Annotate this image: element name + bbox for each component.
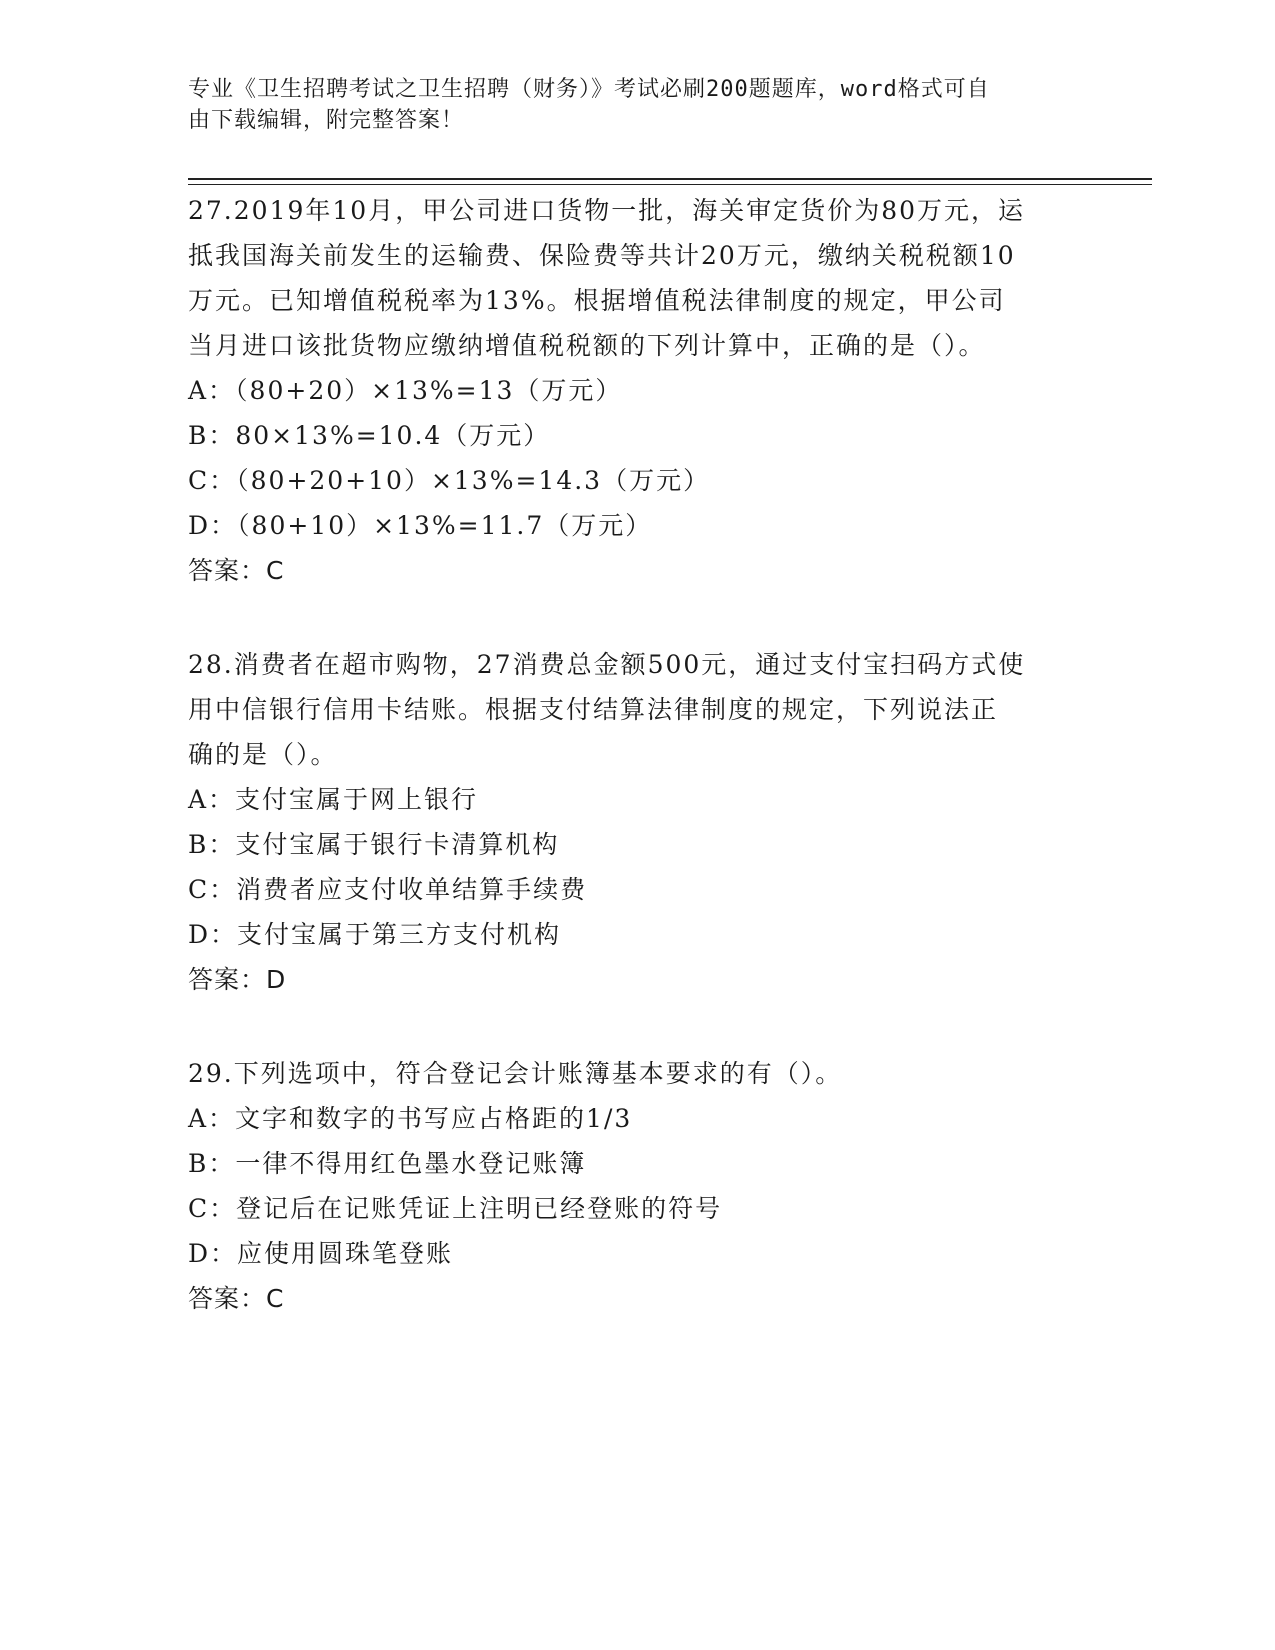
question-stem-line: 28.消费者在超市购物，27消费总金额500元，通过支付宝扫码方式使 — [188, 650, 1026, 679]
question-stem-line: 当月进口该批货物应缴纳增值税税额的下列计算中，正确的是（）。 — [188, 331, 986, 360]
option-a: A：支付宝属于网上银行 — [188, 785, 479, 814]
option-b: B：支付宝属于银行卡清算机构 — [188, 830, 560, 859]
question-29 — [188, 1051, 1088, 1322]
answer-line: 答案：C — [188, 556, 285, 585]
option-b: B：80×13%=10.4（万元） — [188, 421, 551, 450]
option-c: C：登记后在记账凭证上注明已经登账的符号 — [188, 1194, 723, 1223]
header-rule-thick — [188, 178, 1152, 180]
document-header — [188, 74, 1068, 136]
option-a: A：（80+20）×13%=13（万元） — [188, 376, 623, 405]
option-d: D：（80+10）×13%=11.7（万元） — [188, 511, 653, 540]
question-28 — [188, 642, 1088, 1003]
option-d: D：应使用圆珠笔登账 — [188, 1239, 454, 1268]
question-27 — [188, 188, 1088, 594]
option-d: D：支付宝属于第三方支付机构 — [188, 920, 562, 949]
option-b: B：一律不得用红色墨水登记账簿 — [188, 1149, 587, 1178]
answer-line: 答案：C — [188, 1284, 285, 1313]
question-stem-line: 确的是（）。 — [188, 740, 338, 769]
option-c: C：（80+20+10）×13%=14.3（万元） — [188, 466, 711, 495]
header-rule-thin — [188, 184, 1152, 185]
header-line-1: 专业《卫生招聘考试之卫生招聘（财务）》考试必刷200题题库，word格式可自 — [188, 77, 990, 102]
question-stem-line: 抵我国海关前发生的运输费、保险费等共计20万元，缴纳关税税额10 — [188, 241, 1016, 270]
option-a: A：文字和数字的书写应占格距的1/3 — [188, 1104, 633, 1133]
question-stem-line: 27.2019年10月，甲公司进口货物一批，海关审定货价为80万元，运 — [188, 196, 1026, 225]
option-c: C：消费者应支付收单结算手续费 — [188, 875, 588, 904]
answer-line: 答案：D — [188, 965, 287, 994]
header-line-2: 由下载编辑，附完整答案！ — [188, 108, 465, 133]
question-list — [188, 188, 1088, 1370]
question-stem-line: 万元。已知增值税税率为13%。根据增值税法律制度的规定，甲公司 — [188, 286, 1006, 315]
question-stem-line: 用中信银行信用卡结账。根据支付结算法律制度的规定，下列说法正 — [188, 695, 999, 724]
question-stem-line: 29.下列选项中，符合登记会计账簿基本要求的有（）。 — [188, 1059, 843, 1088]
